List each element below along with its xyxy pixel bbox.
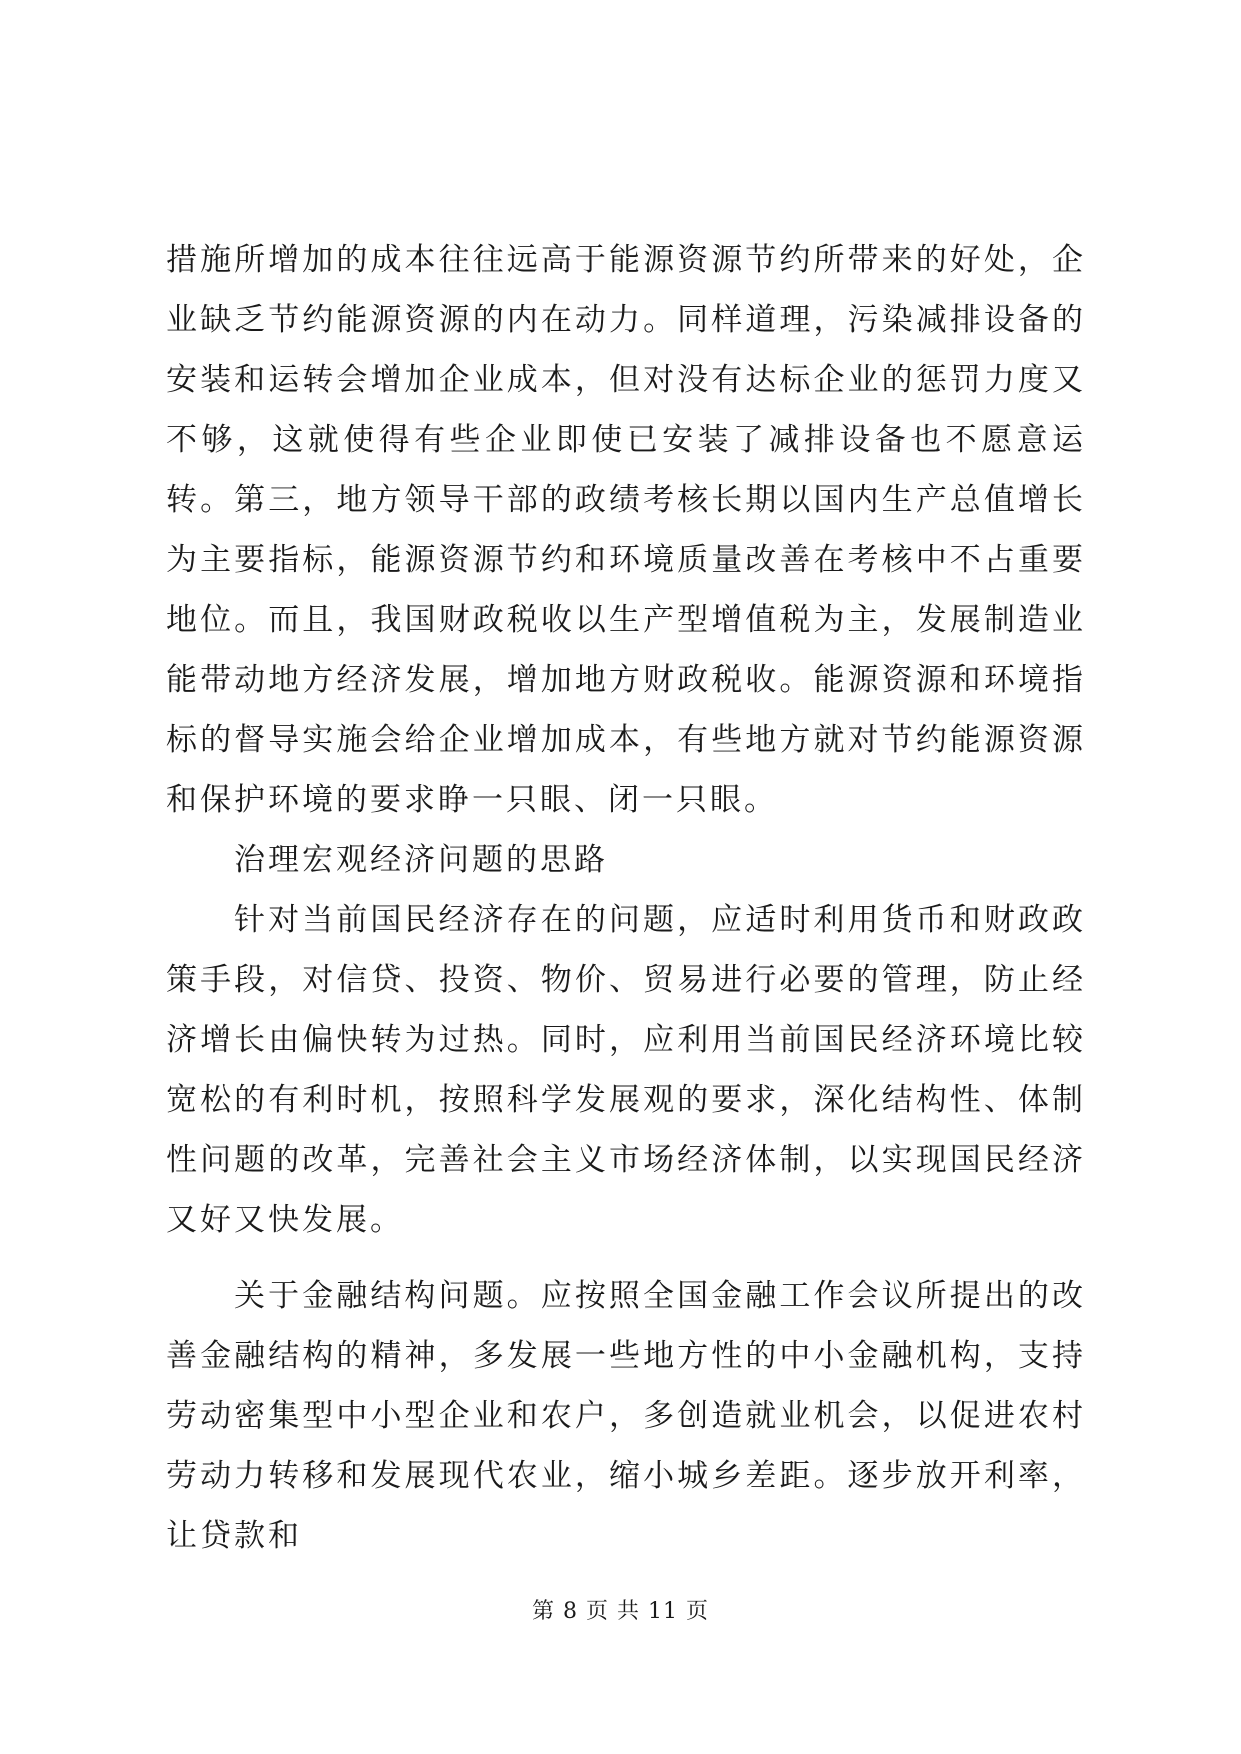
paragraph-approach: 针对当前国民经济存在的问题，应适时利用货币和财政政策手段，对信贷、投资、物价、贸易进行必要的管理，防止经济增长由偏快转为过热。同时，应利用当前国民经济环境比较宽松的有利时机，按照科学发展观的要求，深化结构性、体制性问题的改革，完善社会主义市场经济体制，以实现国民经济又好又快发展。 bbox=[166, 902, 1086, 1238]
document-body bbox=[166, 230, 1086, 1566]
section-heading: 治理宏观经济问题的思路 bbox=[234, 842, 608, 878]
page-number-footer: 第 8 页 共 11 页 bbox=[532, 1599, 709, 1624]
paragraph-financial-structure: 关于金融结构问题。应按照全国金融工作会议所提出的改善金融结构的精神，多发展一些地方性的中小金融机构，支持劳动密集型中小型企业和农户，多创造就业机会，以促进农村劳动力转移和发展现代农业，缩小城乡差距。逐步放开利率，让贷款和 bbox=[166, 1278, 1086, 1554]
paragraph-continuation: 措施所增加的成本往往远高于能源资源节约所带来的好处，企业缺乏节约能源资源的内在动力。同样道理，污染减排设备的安装和运转会增加企业成本，但对没有达标企业的惩罚力度又不够，这就使得有些企业即使已安装了减排设备也不愿意运转。第三，地方领导干部的政绩考核长期以国内生产总值增长为主要指标，能源资源节约和环境质量改善在考核中不占重要地位。而且，我国财政税收以生产型增值税为主，发展制造业能带动地方经济发展，增加地方财政税收。能源资源和环境指标的督导实施会给企业增加成本，有些地方就对节约能源资源和保护环境的要求睁一只眼、闭一只眼。 bbox=[166, 242, 1086, 818]
